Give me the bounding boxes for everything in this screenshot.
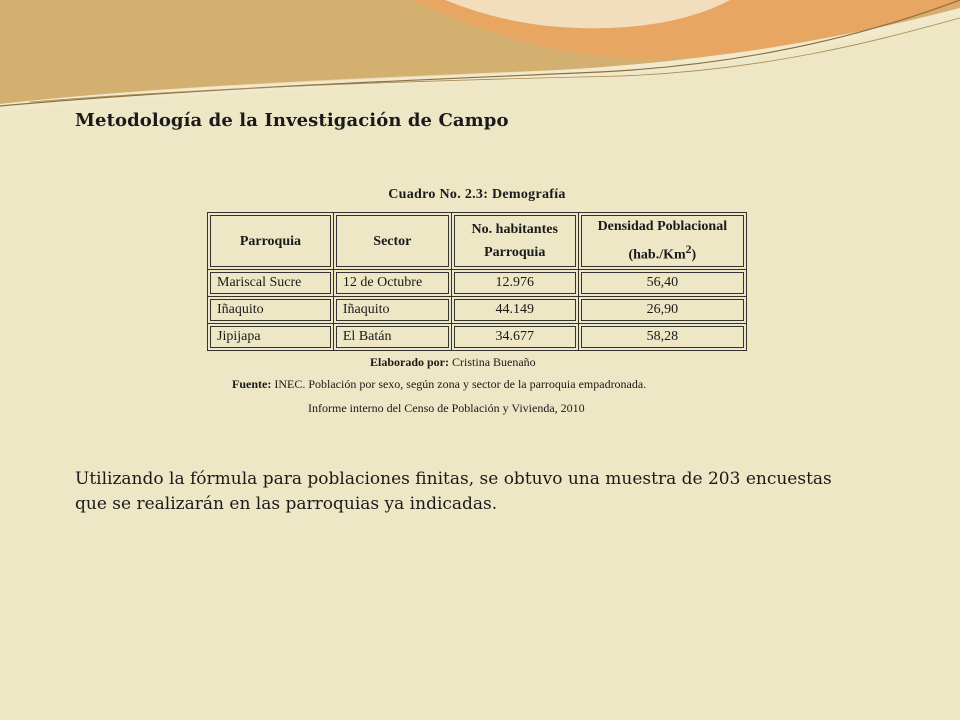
demography-table <box>207 212 747 351</box>
header-parroquia: Parroquia <box>208 213 334 270</box>
header-densidad-close: ) <box>691 247 697 263</box>
header-sector: Sector <box>333 213 451 270</box>
slide-heading: Metodología de la Investigación de Campo <box>75 110 509 131</box>
elaborado-note <box>370 355 536 370</box>
cell-habitantes: 12.976 <box>451 270 578 297</box>
informe-note: Informe interno del Censo de Población y Vivienda, 2010 <box>308 401 585 415</box>
cell-habitantes: 44.149 <box>451 297 578 324</box>
body-paragraph <box>75 467 895 517</box>
elaborado-label: Elaborado por: <box>370 355 450 369</box>
header-densidad-line1: Densidad Poblacional <box>597 219 728 235</box>
table-row <box>208 324 747 351</box>
header-habitantes <box>451 213 578 270</box>
cell-densidad: 56,40 <box>578 270 746 297</box>
cell-habitantes: 34.677 <box>451 324 578 351</box>
cell-parroquia: Jipijapa <box>208 324 334 351</box>
fuente-value: INEC. Población por sexo, según zona y sector de la parroquia empadronada. <box>271 377 647 391</box>
cell-densidad: 26,90 <box>578 297 746 324</box>
body-line-1: Utilizando la fórmula para poblaciones finitas, se obtuvo una muestra de 203 encuestas <box>75 469 832 489</box>
cell-densidad: 58,28 <box>578 324 746 351</box>
elaborado-value: Cristina Buenaño <box>449 355 536 369</box>
header-habitantes-line1: No. habitantes <box>471 222 558 237</box>
header-densidad-line2: (hab./Km <box>628 247 686 263</box>
fuente-note <box>232 377 646 392</box>
cell-sector: Iñaquito <box>333 297 451 324</box>
cell-parroquia: Iñaquito <box>208 297 334 324</box>
header-habitantes-line2: Parroquia <box>484 245 546 260</box>
cell-sector: El Batán <box>333 324 451 351</box>
body-line-2: que se realizarán en las parroquias ya indicadas. <box>75 494 498 514</box>
table-caption: Cuadro No. 2.3: Demografía <box>388 187 566 202</box>
header-densidad-superscript: 2 <box>685 243 692 257</box>
table-row <box>208 270 747 297</box>
cell-parroquia: Mariscal Sucre <box>208 270 334 297</box>
table-header-row <box>208 213 747 270</box>
fuente-label: Fuente: <box>232 377 272 391</box>
cell-sector: 12 de Octubre <box>333 270 451 297</box>
table-row <box>208 297 747 324</box>
header-densidad <box>578 213 746 270</box>
